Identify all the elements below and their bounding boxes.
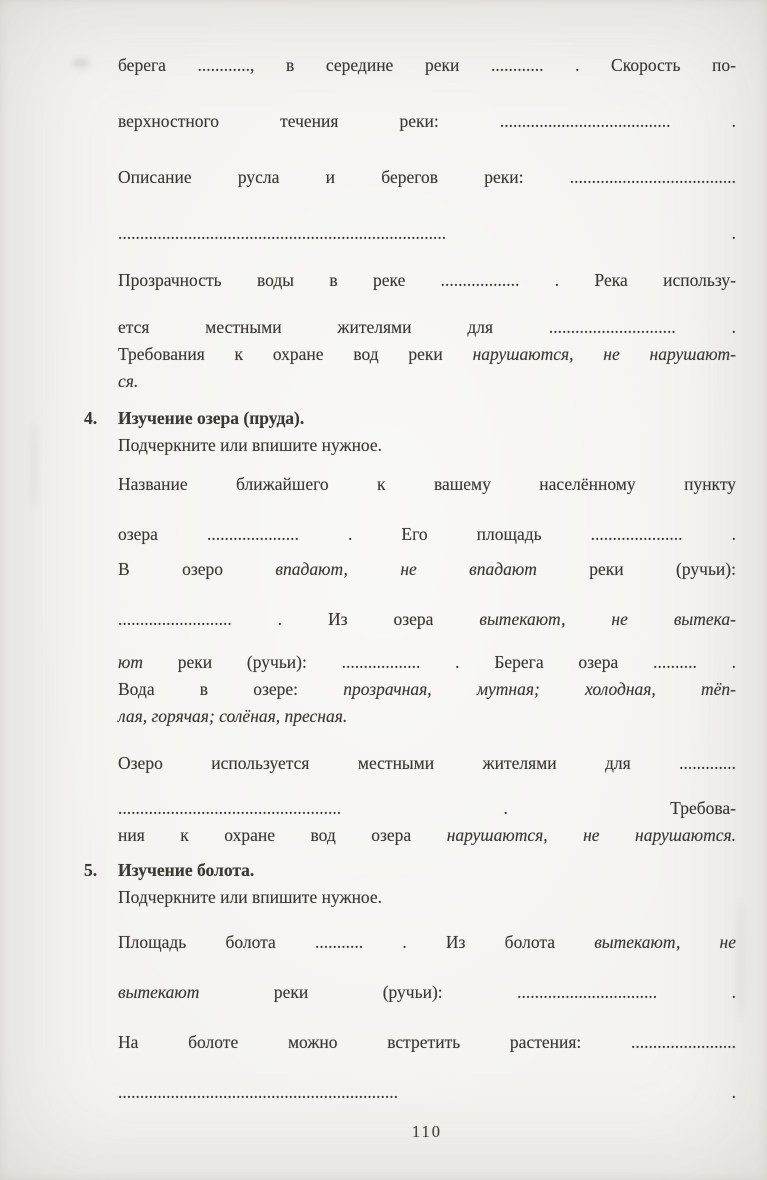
text-line [118, 556, 736, 583]
line-text-italic: вытекают, не вытека- [479, 609, 736, 629]
text-line [118, 267, 736, 294]
line-text: Описание русла и берегов реки: ...................................... [118, 167, 736, 187]
section-title: Изучение болота. [118, 860, 255, 880]
text-line [118, 703, 736, 730]
text-line [118, 108, 736, 135]
section-subtitle [118, 884, 736, 911]
line-text: реки (ручьи): [536, 559, 736, 579]
section-number: 5. [84, 860, 98, 880]
line-text: Вода в озере: [118, 679, 344, 699]
scan-artifact [736, 900, 746, 1020]
line-text-italic: нарушаются, не нарушаются. [446, 825, 736, 845]
text-line [118, 314, 736, 341]
text-line [118, 368, 736, 395]
section-heading-lake [84, 405, 736, 432]
line-text: Название ближайшего к вашему населённому пункту [118, 474, 736, 494]
page-content [84, 52, 737, 1106]
text-line [118, 471, 736, 498]
line-text: ния к охране вод озера [118, 825, 447, 845]
text-line [118, 676, 736, 703]
line-text-italic: нарушаются, не нарушают- [472, 344, 737, 364]
line-text: Прозрачность воды в реке .................. . Река использу- [118, 270, 736, 290]
line-text-italic: впадают, не впадают [275, 559, 537, 579]
line-text: озера ..................... . Его площадь ..................... . [118, 524, 736, 544]
section-subtitle [118, 432, 736, 459]
text-line [118, 1079, 736, 1106]
line-text: ется местными жителями для ............................. . [118, 317, 736, 337]
scan-artifact [72, 58, 90, 68]
line-text: Площадь болота ........... . Из болота [118, 932, 595, 952]
line-text-italic: прозрачная, мутная; холодная, тёп- [343, 679, 736, 699]
line-text: Подчеркните или впишите нужное. [118, 435, 383, 455]
text-line [118, 164, 736, 191]
line-text: .......................... . Из озера [118, 609, 480, 629]
text-line [118, 341, 736, 368]
line-text: берега ............, в середине реки ............ . Скорость по- [118, 55, 736, 75]
text-line [118, 822, 736, 849]
line-text: верхностного течения реки: ....................................... . [118, 111, 736, 131]
scan-artifact [30, 420, 38, 510]
line-text: В озеро [118, 559, 276, 579]
text-line [118, 979, 736, 1006]
line-text-italic: вытекают [118, 982, 200, 1002]
line-text: На болоте можно встретить растения: ........................ [118, 1032, 736, 1052]
line-text: ................................................................ . [118, 1082, 736, 1102]
section-number: 4. [84, 408, 98, 428]
line-text-italic: вытекают, не [594, 932, 736, 952]
line-text: Требования к охране вод реки [118, 344, 473, 364]
text-line [118, 795, 736, 822]
line-text: ................................................... . Требова- [118, 798, 736, 818]
section-title: Изучение озера (пруда). [118, 408, 305, 428]
text-line [118, 1029, 736, 1056]
page-number: 110 [411, 1122, 443, 1141]
line-text-italic: лая, горячая; солёная, пресная. [118, 706, 348, 726]
line-text: реки (ручьи): ................................ . [199, 982, 736, 1002]
text-line [118, 606, 736, 633]
text-line [118, 52, 736, 79]
line-text: Озеро используется местными жителями для ............. [118, 753, 736, 773]
section-heading-bog [84, 857, 736, 884]
text-line [118, 929, 736, 956]
line-text-italic: ют [118, 652, 143, 672]
text-line [118, 521, 736, 548]
text-line [118, 750, 736, 777]
line-text: Подчеркните или впишите нужное. [118, 887, 383, 907]
text-line [118, 649, 736, 676]
text-line [118, 220, 736, 247]
line-text: реки (ручьи): .................. . Берега озера .......... . [142, 652, 736, 672]
line-text: ........................................................................... . [118, 223, 736, 243]
line-text-italic: ся. [118, 371, 139, 391]
